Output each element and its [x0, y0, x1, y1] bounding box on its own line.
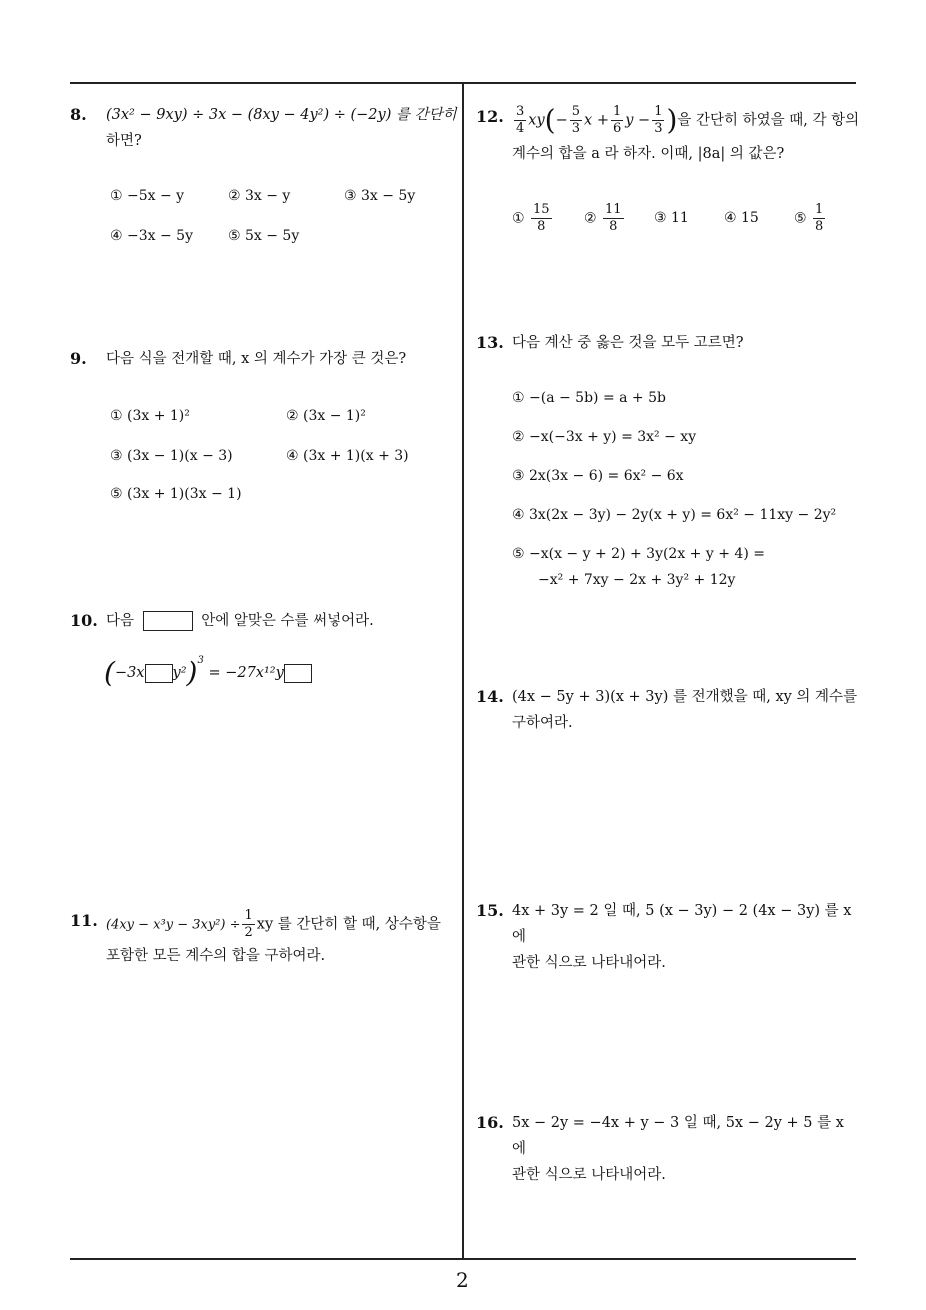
left-paren: ( — [104, 656, 115, 689]
right-paren: ) — [186, 656, 198, 689]
question-text-line-2: 계수의 합을 a 라 하자. 이때, |8a| 의 값은? — [512, 146, 785, 162]
answer-box-1[interactable] — [145, 664, 173, 683]
question-16 — [476, 1110, 860, 1188]
question-number: 12. — [476, 107, 504, 126]
option-4[interactable]: ④ (3x + 1)(x + 3) — [286, 448, 409, 464]
question-13 — [476, 330, 860, 356]
fraction: $\frac{1}{8}$ — [815, 202, 824, 234]
question-number: 10. — [70, 611, 98, 630]
question-text: 다음 계산 중 옳은 것을 모두 고르면? — [512, 335, 744, 351]
option-2[interactable]: ② $\frac{11}{8}$ — [584, 202, 622, 234]
expr-rhs: = −27x¹²y — [208, 665, 284, 681]
fraction: $\frac{15}{8}$ — [533, 202, 550, 234]
question-text-line-2: 구하여라. — [512, 715, 573, 731]
expr-term-2: y² — [172, 665, 187, 681]
option-3[interactable]: ③ 2x(3x − 6) = 6x² − 6x — [512, 468, 684, 484]
question-text — [106, 908, 462, 969]
expr-a: (4xy − x³y − 3xy²) ÷ — [106, 917, 241, 933]
right-paren: ) — [666, 103, 678, 137]
question-8 — [70, 102, 460, 154]
question-text-pre: 다음 — [106, 613, 135, 629]
question-number: 14. — [476, 687, 504, 706]
option-5-continuation: −x² + 7xy − 2x + 3y² + 12y — [538, 572, 736, 588]
fraction-3-4: $\frac{3}{4}$ — [516, 104, 525, 136]
minus: − — [555, 112, 568, 129]
option-4[interactable]: ④ −3x − 5y — [110, 228, 193, 244]
question-text-post: 안에 알맞은 수를 써넣어라. — [201, 613, 374, 629]
option-5[interactable]: ⑤ 5x − 5y — [228, 228, 300, 244]
option-4[interactable]: ④ 3x(2x − 3y) − 2y(x + y) = 6x² − 11xy − 2y² — [512, 507, 837, 523]
question-text-line-1: 5x − 2y = −4x + y − 3 일 때, 5x − 2y + 5 를 x 에 — [512, 1115, 844, 1157]
question-text-line-1: 을 간단히 하였을 때, 각 항의 — [677, 112, 860, 129]
bottom-rule — [70, 1258, 856, 1260]
question-number: 8. — [70, 105, 87, 124]
question-number: 13. — [476, 333, 504, 352]
question-text — [512, 898, 860, 976]
question-number: 15. — [476, 901, 504, 920]
question-text — [106, 102, 460, 154]
question-number: 16. — [476, 1113, 504, 1132]
option-3[interactable]: ③ 11 — [654, 210, 689, 226]
question-text-line-2: 관한 식으로 나타내어라. — [512, 955, 666, 971]
question-number: 11. — [70, 911, 98, 930]
question-text-line-2: 하면? — [106, 133, 142, 149]
option-5[interactable]: ⑤ (3x + 1)(3x − 1) — [110, 486, 242, 502]
term-x-plus: x + — [584, 112, 609, 129]
question-9 — [70, 346, 460, 372]
fraction-1-6: $\frac{1}{6}$ — [612, 104, 622, 136]
option-1[interactable]: ① −5x − y — [110, 188, 185, 204]
option-3[interactable]: ③ (3x − 1)(x − 3) — [110, 448, 233, 464]
option-2[interactable]: ② −x(−3x + y) = 3x² − xy — [512, 429, 697, 445]
fraction: $\frac{11}{8}$ — [605, 202, 622, 234]
expr-xy: xy — [528, 112, 545, 129]
question-text — [106, 608, 460, 634]
option-5[interactable]: ⑤ −x(x − y + 2) + 3y(2x + y + 4) = — [512, 546, 765, 562]
expr-term-1: −3x — [114, 665, 145, 681]
fraction-1-3: $\frac{1}{3}$ — [654, 104, 663, 136]
question-text-line-1: (4x − 5y + 3)(x + 3y) 를 전개했을 때, xy 의 계수를 — [512, 689, 858, 705]
question-text — [512, 684, 860, 736]
option-4[interactable]: ④ 15 — [724, 210, 759, 226]
question-text-line-1: 4x + 3y = 2 일 때, 5 (x − 3y) − 2 (4x − 3y) 를 x 에 — [512, 903, 852, 945]
question-text-line-1: (3x² − 9xy) ÷ 3x − (8xy − 4y²) ÷ (−2y) 를 간단히 — [106, 107, 457, 123]
question-14 — [476, 684, 860, 736]
question-11 — [70, 908, 462, 969]
option-2[interactable]: ② 3x − y — [228, 188, 291, 204]
answer-box-sample — [143, 611, 193, 631]
page-number: 2 — [456, 1268, 469, 1292]
option-5[interactable]: ⑤ $\frac{1}{8}$ — [794, 202, 824, 234]
question-15 — [476, 898, 860, 976]
fraction-5-3: $\frac{5}{3}$ — [571, 104, 581, 136]
option-1[interactable]: ① (3x + 1)² — [110, 408, 190, 424]
question-12 — [476, 104, 860, 167]
question-text — [512, 1110, 860, 1188]
option-2[interactable]: ② (3x − 1)² — [286, 408, 366, 424]
question-text: 다음 식을 전개할 때, x 의 계수가 가장 큰 것은? — [106, 351, 407, 367]
question-10 — [70, 608, 460, 634]
question-10-expression — [104, 648, 312, 689]
answer-box-2[interactable] — [284, 664, 312, 683]
option-1[interactable]: ① −(a − 5b) = a + 5b — [512, 390, 666, 406]
question-text — [512, 104, 860, 167]
option-3[interactable]: ③ 3x − 5y — [344, 188, 416, 204]
question-text-line-2: 포함한 모든 계수의 합을 구하여라. — [106, 948, 326, 964]
left-paren: ( — [544, 103, 556, 137]
option-1[interactable]: ① $\frac{15}{8}$ — [512, 202, 550, 234]
question-text-line-1: xy 를 간단히 할 때, 상수항을 — [256, 916, 441, 933]
column-divider — [462, 82, 464, 1259]
question-text-line-2: 관한 식으로 나타내어라. — [512, 1167, 666, 1183]
question-number: 9. — [70, 349, 87, 368]
expr-exponent: 3 — [197, 655, 204, 666]
fraction-half: $\frac{1}{2}$ — [244, 908, 253, 940]
term-y-minus: y − — [625, 112, 651, 129]
